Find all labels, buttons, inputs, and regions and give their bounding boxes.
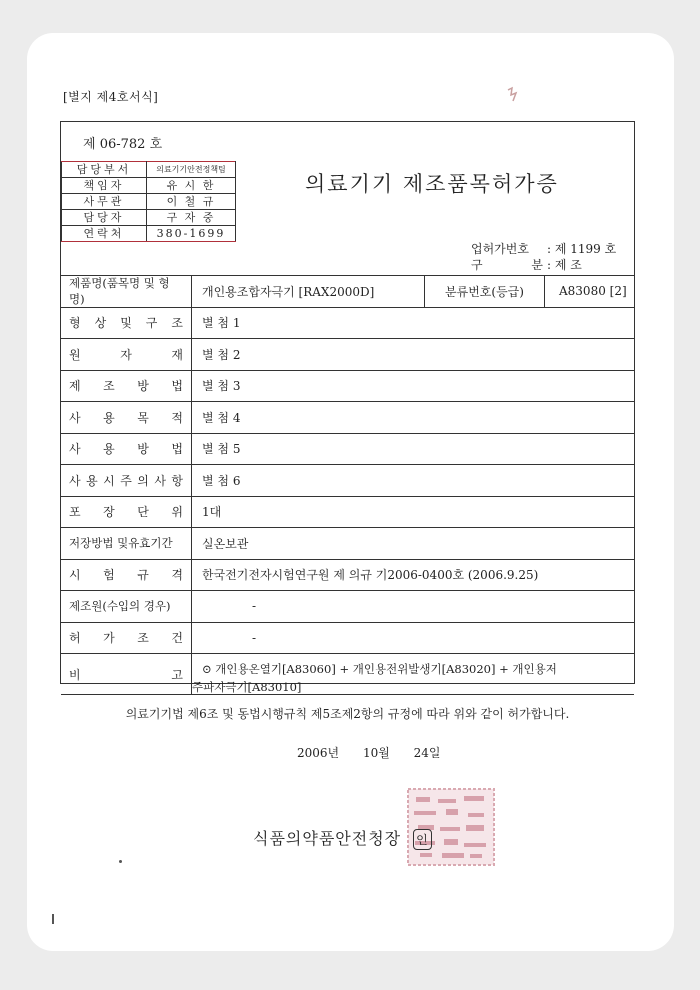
table-row xyxy=(61,433,634,465)
table-row xyxy=(61,496,634,528)
business-label: 구 분 xyxy=(471,258,543,272)
contact-key: 담당부서 xyxy=(62,162,147,178)
contact-key: 연락처 xyxy=(62,226,147,242)
scan-line xyxy=(52,914,54,924)
table-row xyxy=(61,307,634,339)
contact-row xyxy=(62,178,236,194)
table-row xyxy=(61,464,634,496)
permit-frame xyxy=(60,121,635,848)
row-value: 별 첨 6 xyxy=(202,473,241,488)
form-number: [별지 제4호서식] xyxy=(63,90,159,104)
class-code: A83080 [2] xyxy=(559,284,627,299)
row-value: 별 첨 5 xyxy=(202,442,241,457)
contact-key: 담당자 xyxy=(62,210,147,226)
row-value: 1대 xyxy=(202,505,222,520)
row-label: 원 자 재 xyxy=(61,339,192,370)
remarks-row xyxy=(61,653,634,694)
row-label: 사 용 시 주 의 사 항 xyxy=(61,465,192,496)
document-title: 의료기기 제조품목허가증 xyxy=(305,172,559,196)
scan-mark xyxy=(505,86,519,104)
table-row xyxy=(61,370,634,402)
row-label: 포 장 단 위 xyxy=(61,497,192,528)
business-info xyxy=(471,241,616,273)
table-row xyxy=(61,622,634,654)
contact-value: 유 시 한 xyxy=(147,178,236,194)
product-name: 개인용조합자극기 [RAX2000D] xyxy=(192,276,425,307)
scan-dot xyxy=(119,860,122,863)
contact-key: 사무관 xyxy=(62,194,147,210)
row-label: 저장방법 및유효기간 xyxy=(61,528,192,559)
remarks-value xyxy=(192,654,634,694)
row-label: 제 조 방 법 xyxy=(61,371,192,402)
remarks-label: 비 고 xyxy=(61,654,192,694)
table-row xyxy=(61,401,634,433)
seal-mark: 인 xyxy=(413,829,432,850)
table-row xyxy=(61,338,634,370)
product-label: 제품명(품목명 및 형명) xyxy=(61,276,192,307)
row-value: - xyxy=(252,599,257,614)
contact-table xyxy=(61,161,236,242)
business-row xyxy=(471,257,616,273)
permit-number: 제 06-782 호 xyxy=(83,137,163,152)
issuer-block xyxy=(253,826,432,850)
row-label: 사 용 목 적 xyxy=(61,402,192,433)
row-value: 실온보관 xyxy=(202,536,249,551)
detail-table xyxy=(61,275,634,695)
business-row xyxy=(471,241,616,257)
row-label: 시 험 규 격 xyxy=(61,560,192,591)
row-value: - xyxy=(252,630,257,645)
business-value: : 제 1199 호 xyxy=(547,242,617,256)
row-label: 허 가 조 건 xyxy=(61,623,192,654)
table-row xyxy=(61,590,634,622)
contact-value: 구 자 중 xyxy=(147,210,236,226)
contact-row xyxy=(62,162,236,178)
row-value: 별 첨 3 xyxy=(202,379,241,394)
row-label: 사 용 방 법 xyxy=(61,434,192,465)
row-value: 별 첨 2 xyxy=(202,347,241,362)
issue-date: 2006년 10월 24일 xyxy=(297,746,441,760)
contact-row xyxy=(62,194,236,210)
table-row xyxy=(61,527,634,559)
contact-value: 이 철 규 xyxy=(147,194,236,210)
business-label: 업허가번호 xyxy=(471,242,529,256)
legal-statement: 의료기기법 제6조 및 동법시행규칙 제5조제2항의 규정에 따라 위와 같이 허가합니다. xyxy=(125,707,570,721)
row-label: 형 상 및 구 조 xyxy=(61,308,192,339)
product-row xyxy=(61,275,634,307)
remarks-line: 주파자극기[A83010] xyxy=(192,680,302,694)
row-label: 제조원(수입의 경우) xyxy=(61,591,192,622)
remarks-line: ⊙ 개인용온열기[A83060] + 개인용전위발생기[A83020] + 개인용저 xyxy=(202,662,557,676)
table-row xyxy=(61,559,634,591)
contact-value: 380-1699 xyxy=(147,226,236,242)
business-value: : 제 조 xyxy=(547,258,582,272)
contact-value: 의료기기안전정책팀 xyxy=(147,162,236,178)
class-label: 분류번호(등급) xyxy=(425,276,545,307)
row-value: 별 첨 4 xyxy=(202,410,241,425)
issuer-name: 식품의약품안전청장 xyxy=(253,829,402,848)
contact-row xyxy=(62,210,236,226)
row-value: 한국전기전자시험연구원 제 의규 기2006-0400호 (2006.9.25) xyxy=(202,568,539,583)
contact-row xyxy=(62,226,236,242)
contact-key: 책임자 xyxy=(62,178,147,194)
row-value: 별 첨 1 xyxy=(202,316,241,331)
